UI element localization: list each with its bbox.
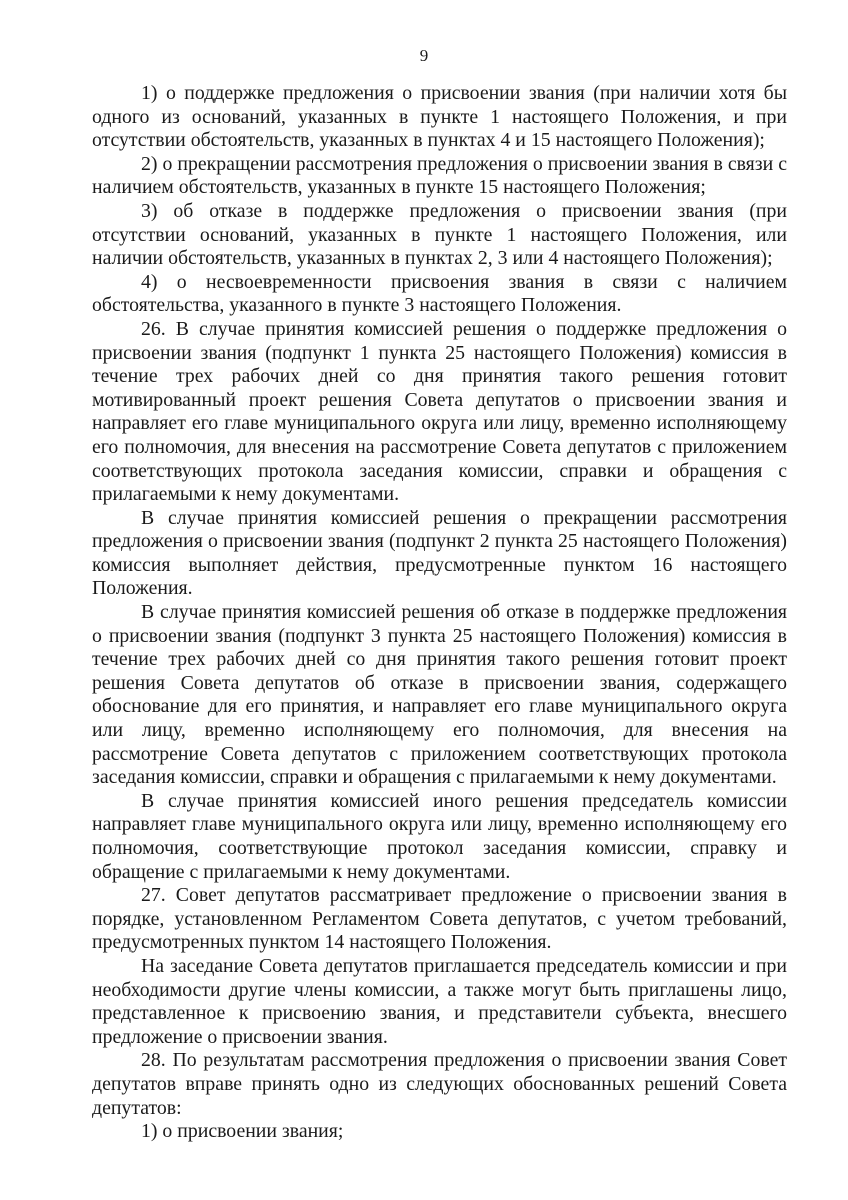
paragraph-subitem-3: 3) об отказе в поддержке предложения о присвоении звания (при отсутствии оснований, указанных в пункте 1 настоящего Положения, или наличии обстоятельств, указанных в пунктах 2, 3 или 4 настоящего Положения);	[92, 199, 787, 270]
paragraph-subitem-1: 1) о поддержке предложения о присвоении звания (при наличии хотя бы одного из оснований, указанных в пункте 1 настоящего Положения, и при отсутствии обстоятельств, указанных в пунктах 4 и 15 настоящего Положения);	[92, 82, 787, 152]
paragraph-item-26-termination: В случае принятия комиссией решения о прекращении рассмотрения предложения о присвоении звания (подпункт 2 пункта 25 настоящего Положения) комиссия выполняет действия, предусмотренные пунктом 16 настоящего Положения.	[92, 506, 787, 600]
paragraph-item-26-other: В случае принятия комиссией иного решения председатель комиссии направляет главе муниципального округа или лицу, временно исполняющему его полномочия, соответствующие протокол заседания комиссии, справку и обращение с прилагаемыми к нему документами.	[92, 789, 787, 883]
paragraph-item-28: 28. По результатам рассмотрения предложения о присвоении звания Совет депутатов вправе принять одно из следующих обоснованных решений Совета депутатов:	[92, 1049, 787, 1119]
paragraph-item-26-refusal: В случае принятия комиссией решения об отказе в поддержке предложения о присвоении звания (подпункт 3 пункта 25 настоящего Положения) комиссия в течение трех рабочих дней со дня принятия такого решения готовит проект решения Совета депутатов об отказе в присвоении звания, содержащего обоснование для его принятия, и направляет его главе муниципального округа или лицу, временно исполняющему его полномочия, для внесения на рассмотрение Совета депутатов с приложением соответствующих протокола заседания комиссии, справки и обращения с прилагаемыми к нему документами.	[92, 601, 787, 789]
paragraph-subitem-4: 4) о несвоевременности присвоения звания в связи с наличием обстоятельства, указанного в пункте 3 настоящего Положения.	[92, 270, 787, 317]
document-body	[92, 82, 787, 1144]
paragraph-item-28-subitem-1: 1) о присвоении звания;	[141, 1120, 344, 1143]
paragraph-item-26: 26. В случае принятия комиссией решения о поддержке предложения о присвоении звания (подпункт 1 пункта 25 настоящего Положения) комиссия в течение трех рабочих дней со дня принятия такого решения готовит мотивированный проект решения Совета депутатов о присвоении звания и направляет его главе муниципального округа или лицу, временно исполняющему его полномочия, для внесения на рассмотрение Совета депутатов с приложением соответствующих протокола заседания комиссии, справки и обращения с прилагаемыми к нему документами.	[92, 317, 787, 506]
page-number: 9	[419, 46, 429, 65]
paragraph-item-27-invitation: На заседание Совета депутатов приглашается председатель комиссии и при необходимости другие члены комиссии, а также могут быть приглашены лицо, представленное к присвоению звания, и представители субъекта, внесшего предложение о присвоении звания.	[92, 954, 787, 1048]
paragraph-item-27: 27. Совет депутатов рассматривает предложение о присвоении звания в порядке, установленном Регламентом Совета депутатов, с учетом требований, предусмотренных пунктом 14 настоящего Положения.	[92, 884, 787, 954]
paragraph-subitem-2: 2) о прекращении рассмотрения предложения о присвоении звания в связи с наличием обстоятельств, указанных в пункте 15 настоящего Положения;	[92, 152, 787, 199]
